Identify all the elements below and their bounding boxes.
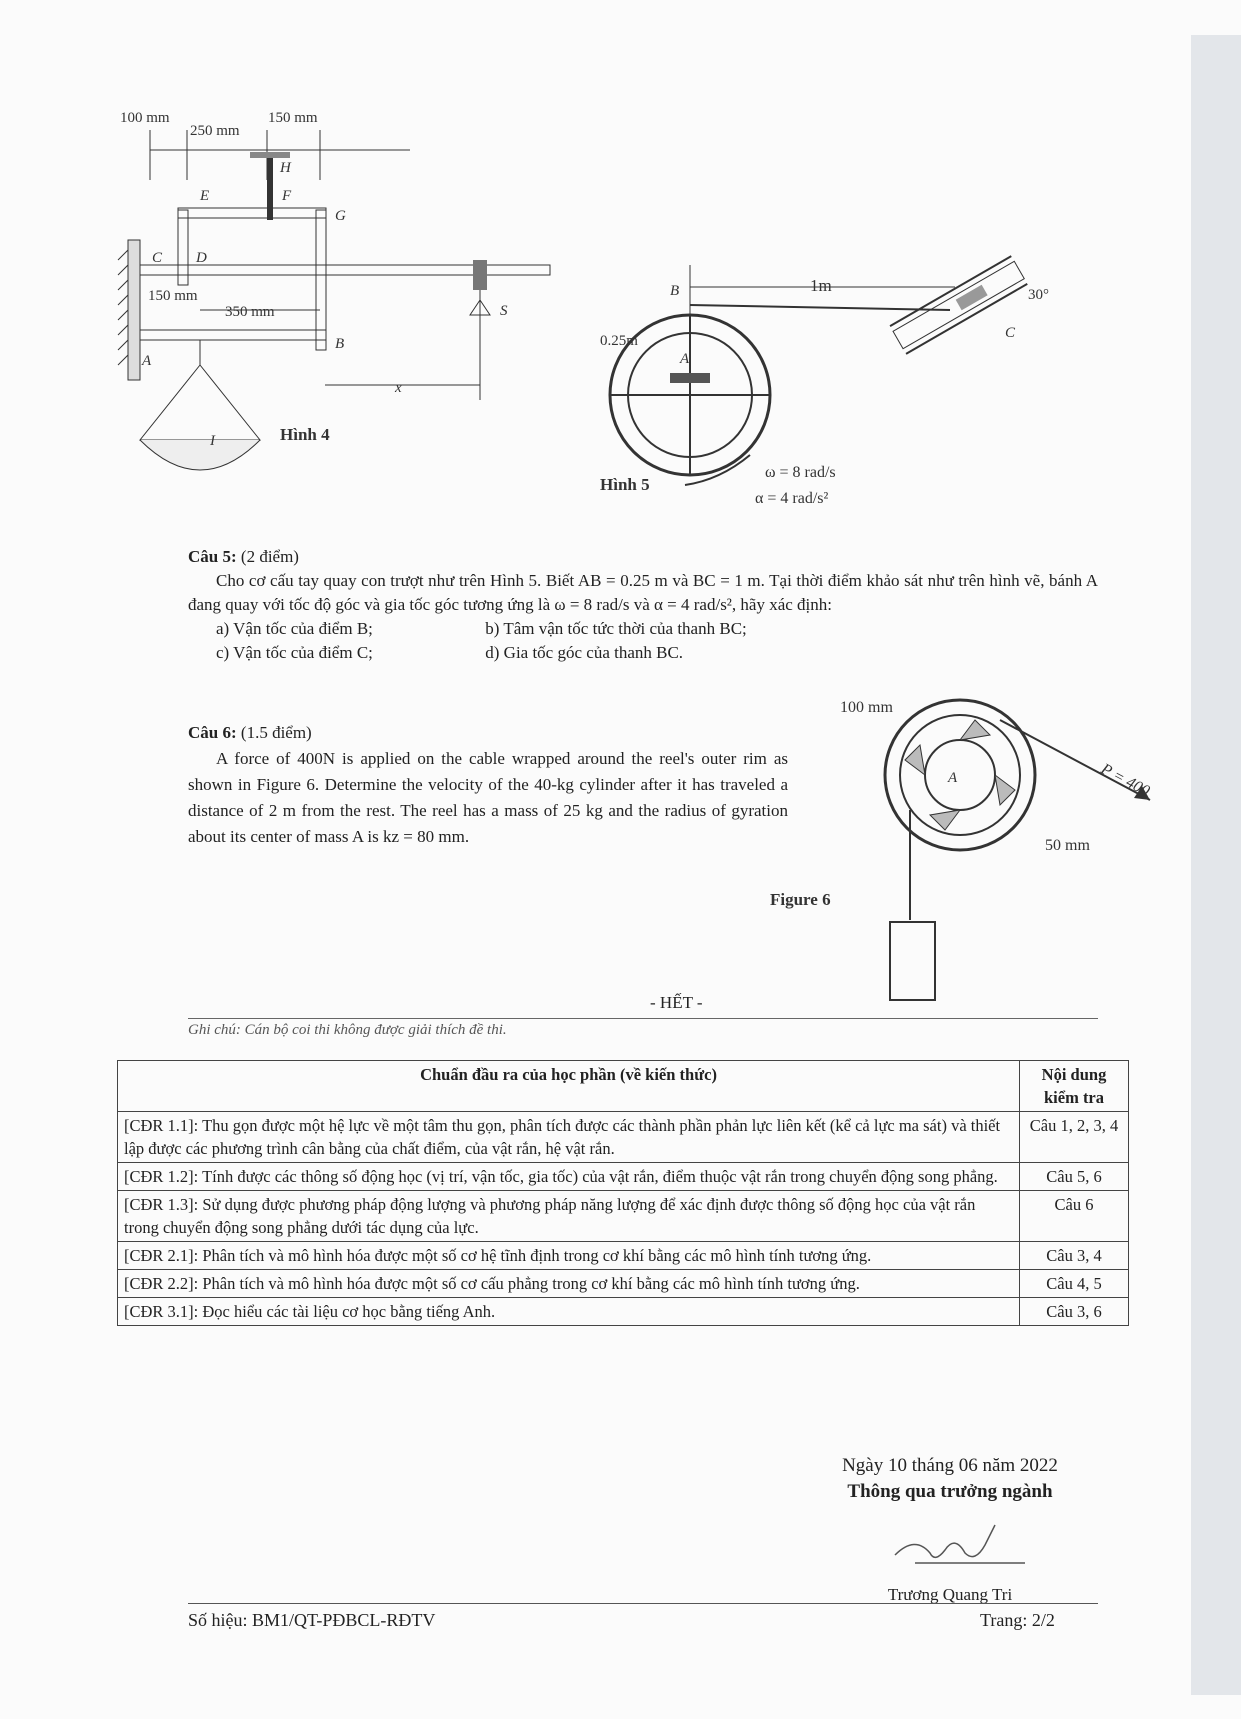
table-row: [118, 1112, 1129, 1163]
label-c: C: [1005, 325, 1016, 341]
dim-250mm: 250 mm: [190, 123, 240, 139]
label-g: G: [335, 208, 346, 224]
q5-points: (2 điểm): [240, 547, 299, 566]
angle-30: 30°: [1028, 287, 1049, 303]
document-code: Số hiệu: BM1/QT-PĐBCL-RĐTV: [188, 1610, 436, 1630]
signature-date: Ngày 10 tháng 06 năm 2022: [842, 1455, 1058, 1476]
label-i: I: [210, 433, 215, 449]
q5-d: d) Gia tốc góc của thanh BC.: [485, 643, 684, 662]
footer-divider: [188, 1603, 1098, 1604]
dim-150mm-top: 150 mm: [268, 110, 318, 126]
divider: [188, 1018, 1098, 1019]
question-cell: Câu 5, 6: [1020, 1163, 1129, 1191]
label-h: H: [280, 160, 291, 176]
outcome-cell: [CĐR 1.1]: Thu gọn được một hệ lực về một tâm thu gọn, phân tích được các thành phần phản lực liên kết (kể cả lực ma sát) và thiết lập được các phương trình cân bằng của chất điểm, của vật rắn, hệ vật rắn.: [118, 1112, 1020, 1163]
question-cell: Câu 4, 5: [1020, 1270, 1129, 1298]
handwritten-signature: [875, 1515, 1035, 1575]
signature-title: Thông qua trưởng ngành: [847, 1481, 1053, 1502]
q5-text: Cho cơ cấu tay quay con trượt như trên Hình 5. Biết AB = 0.25 m và BC = 1 m. Tại thời điểm khảo sát như trên hình vẽ, bánh A đang quay với tốc độ góc và gia tốc góc tương ứng là ω = 8 rad/s và α = 4 rad/s², hãy xác định:: [188, 571, 1098, 614]
label-d: D: [196, 250, 207, 266]
label-b: B: [335, 336, 345, 352]
dim-150mm-left: 150 mm: [148, 288, 198, 304]
q6-points: (1.5 điểm): [240, 723, 312, 742]
signature-block: [800, 1455, 1100, 1605]
table-row: [118, 1270, 1129, 1298]
label-e: E: [200, 188, 210, 204]
table-header-content: Nội dung kiểm tra: [1020, 1061, 1129, 1112]
dim-1m: 1m: [810, 276, 832, 295]
outcome-cell: [CĐR 3.1]: Đọc hiểu các tài liệu cơ học bằng tiếng Anh.: [118, 1298, 1020, 1326]
figure-hinh-5: [600, 255, 1170, 515]
table-row: [118, 1298, 1129, 1326]
q6-title: Câu 6:: [188, 723, 237, 742]
page-number: Trang: 2/2: [980, 1610, 1055, 1630]
q5-c: c) Vận tốc của điểm C;: [216, 643, 373, 662]
table-row: [118, 1163, 1129, 1191]
q5-b: b) Tâm vận tốc tức thời của thanh BC;: [485, 619, 747, 638]
figure-hinh-4: [110, 100, 620, 510]
label-a: A: [142, 353, 152, 369]
label-c: C: [152, 250, 163, 266]
signer-name: Trương Quang Tri: [887, 1585, 1013, 1604]
dim-025m: 0.25m: [600, 333, 638, 349]
question-5: [188, 545, 1098, 665]
dim-100mm: 100 mm: [120, 110, 170, 126]
question-cell: Câu 1, 2, 3, 4: [1020, 1112, 1129, 1163]
learning-outcomes-table: [117, 1060, 1129, 1326]
q5-title: Câu 5:: [188, 547, 237, 566]
note: Ghi chú: Cán bộ coi thi không được giải thích đề thi.: [188, 1022, 507, 1038]
question-cell: Câu 3, 4: [1020, 1242, 1129, 1270]
caption-figure-6: Figure 6: [770, 890, 831, 909]
q6-text: A force of 400N is applied on the cable wrapped around the reel's outer rim as shown in Figure 6. Determine the velocity of the 40-kg cylinder after it has traveled a distance of 2 m from the rest. The reel has a mass of 25 kg and the radius of gyration about its center of mass A is kz = 80 mm.: [188, 749, 788, 846]
table-header-outcomes: Chuẩn đầu ra của học phần (về kiến thức): [118, 1061, 1020, 1112]
label-a: A: [680, 351, 690, 367]
figure-6: [770, 690, 1170, 1020]
question-cell: Câu 3, 6: [1020, 1298, 1129, 1326]
dim-x: x: [395, 380, 402, 396]
table-row: [118, 1242, 1129, 1270]
dim-100mm: 100 mm: [840, 699, 893, 716]
outcome-cell: [CĐR 1.2]: Tính được các thông số động học (vị trí, vận tốc, gia tốc) của vật rắn, điểm thuộc vật rắn trong chuyển động song phẳng.: [118, 1163, 1020, 1191]
end-marker: - HẾT -: [650, 993, 703, 1012]
question-cell: Câu 6: [1020, 1191, 1129, 1242]
scan-edge: [1191, 35, 1241, 1695]
dim-350mm: 350 mm: [225, 304, 275, 320]
label-f: F: [282, 188, 292, 204]
omega-value: ω = 8 rad/s: [765, 464, 836, 481]
outcome-cell: [CĐR 2.2]: Phân tích và mô hình hóa được một số cơ cấu phẳng trong cơ khí bằng các mô hình tính tương ứng.: [118, 1270, 1020, 1298]
dim-50mm: 50 mm: [1045, 837, 1090, 854]
label-b: B: [670, 283, 680, 299]
question-6: [188, 720, 788, 850]
outcome-cell: [CĐR 2.1]: Phân tích và mô hình hóa được một số cơ hệ tĩnh định trong cơ khí bằng các mô hình tính tương ứng.: [118, 1242, 1020, 1270]
outcome-cell: [CĐR 1.3]: Sử dụng được phương pháp động lượng và phương pháp năng lượng để xác định được thông số động học của vật rắn trong chuyển động song phẳng dưới tác dụng của lực.: [118, 1191, 1020, 1242]
alpha-value: α = 4 rad/s²: [755, 490, 829, 507]
q5-a: a) Vận tốc của điểm B;: [216, 619, 373, 638]
label-s: S: [500, 303, 508, 319]
label-a: A: [948, 770, 958, 786]
caption-hinh-4: Hình 4: [280, 425, 330, 444]
table-row: [118, 1191, 1129, 1242]
caption-hinh-5: Hình 5: [600, 475, 650, 494]
force-p: P = 400: [1098, 760, 1153, 801]
